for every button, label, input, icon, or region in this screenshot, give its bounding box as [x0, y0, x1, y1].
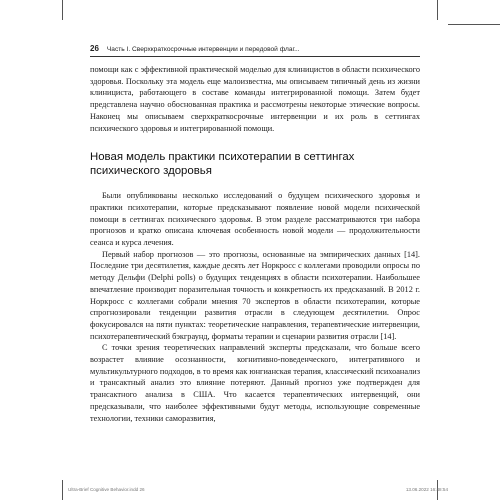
- crop-mark-top-left: [62, 0, 63, 20]
- header-rule: [90, 56, 420, 57]
- paragraph: Первый набор прогнозов — это прогнозы, основанные на эмпирических данных [14]. Последние три десятилетия, каждые десять лет Норкросс с коллегами проводили опросы по методу Дельфи (Delphi polls) о будущих тенденциях в области психотерапии. Наибольшее впечатление производит поразительная точность и конкретность их предсказаний. В 2012 г. Норкросс с коллегами собрали мнения 70 экспертов в области психотерапии, которые спрогнозировали тенденции развития отрасли в следующем десятилетии. Опрос фокусировался на пяти пунктах: теоретические направления, терапевтические интервенции, психотерапевтический бэкграунд, форматы терапии и сценарии развития отрасли [14].: [90, 249, 420, 341]
- paragraph-intro: помощи как с эффективной практической моделью для клиницистов в области психического здоровья. Поскольку эта модель еще малоизвестна, мы описываем типичный день из жизни клинициста, работающего в составе команды интегрированной помощи. Затем будет представлена научно обоснованная практика и рассмотрены некоторые этические вопросы. Наконец мы описываем сверхкраткосрочные интервенции и их роль в сеттингах психического здоровья и интегрированной помощи.: [90, 65, 420, 133]
- footer-timestamp: 13.06.2022 16:48:54: [405, 487, 448, 492]
- print-footer: [68, 487, 448, 492]
- paragraph: Были опубликованы несколько исследований о будущем психического здоровья и практики психотерапии, которые предсказывают появление новой модели психической помощи в сеттингах психического здоровья. В этом разделе рассматриваются три набора прогнозов и кратко описана ключевая особенность новой модели — продолжительности сеанса и курса лечения.: [90, 191, 420, 248]
- footer-file-name: Ultra-Brief Cognitive Behavior.indd 26: [68, 487, 145, 492]
- crop-mark-bottom-left: [62, 480, 63, 500]
- crop-mark-top-right: [437, 0, 438, 20]
- paragraph: С точки зрения теоретических направлений эксперты предсказали, что больше всего возрастет влияние осознанности, когнитивно-поведенческого, интегративного и мультикультурного подходов, в то время как юнгианская терапия, классический психоанализ и трансактный анализ это влияние потеряют. Данный прогноз уже подтвержден для трансактного анализа в США. Что касается терапевтических интервенций, они предсказывали, что наиболее эффективными будут методы, использующие современные технологии, техники саморазвития,: [90, 343, 420, 423]
- section-heading: Новая модель практики психотерапии в сеттингах психического здоровья: [90, 151, 355, 177]
- page-body: [90, 64, 420, 424]
- crop-mark-right-top: [448, 24, 500, 25]
- running-head-title: Часть I. Сверхкраткосрочные интервенции и передовой флаг...: [106, 46, 300, 53]
- page-number: 26: [90, 44, 99, 53]
- running-head: [90, 44, 420, 53]
